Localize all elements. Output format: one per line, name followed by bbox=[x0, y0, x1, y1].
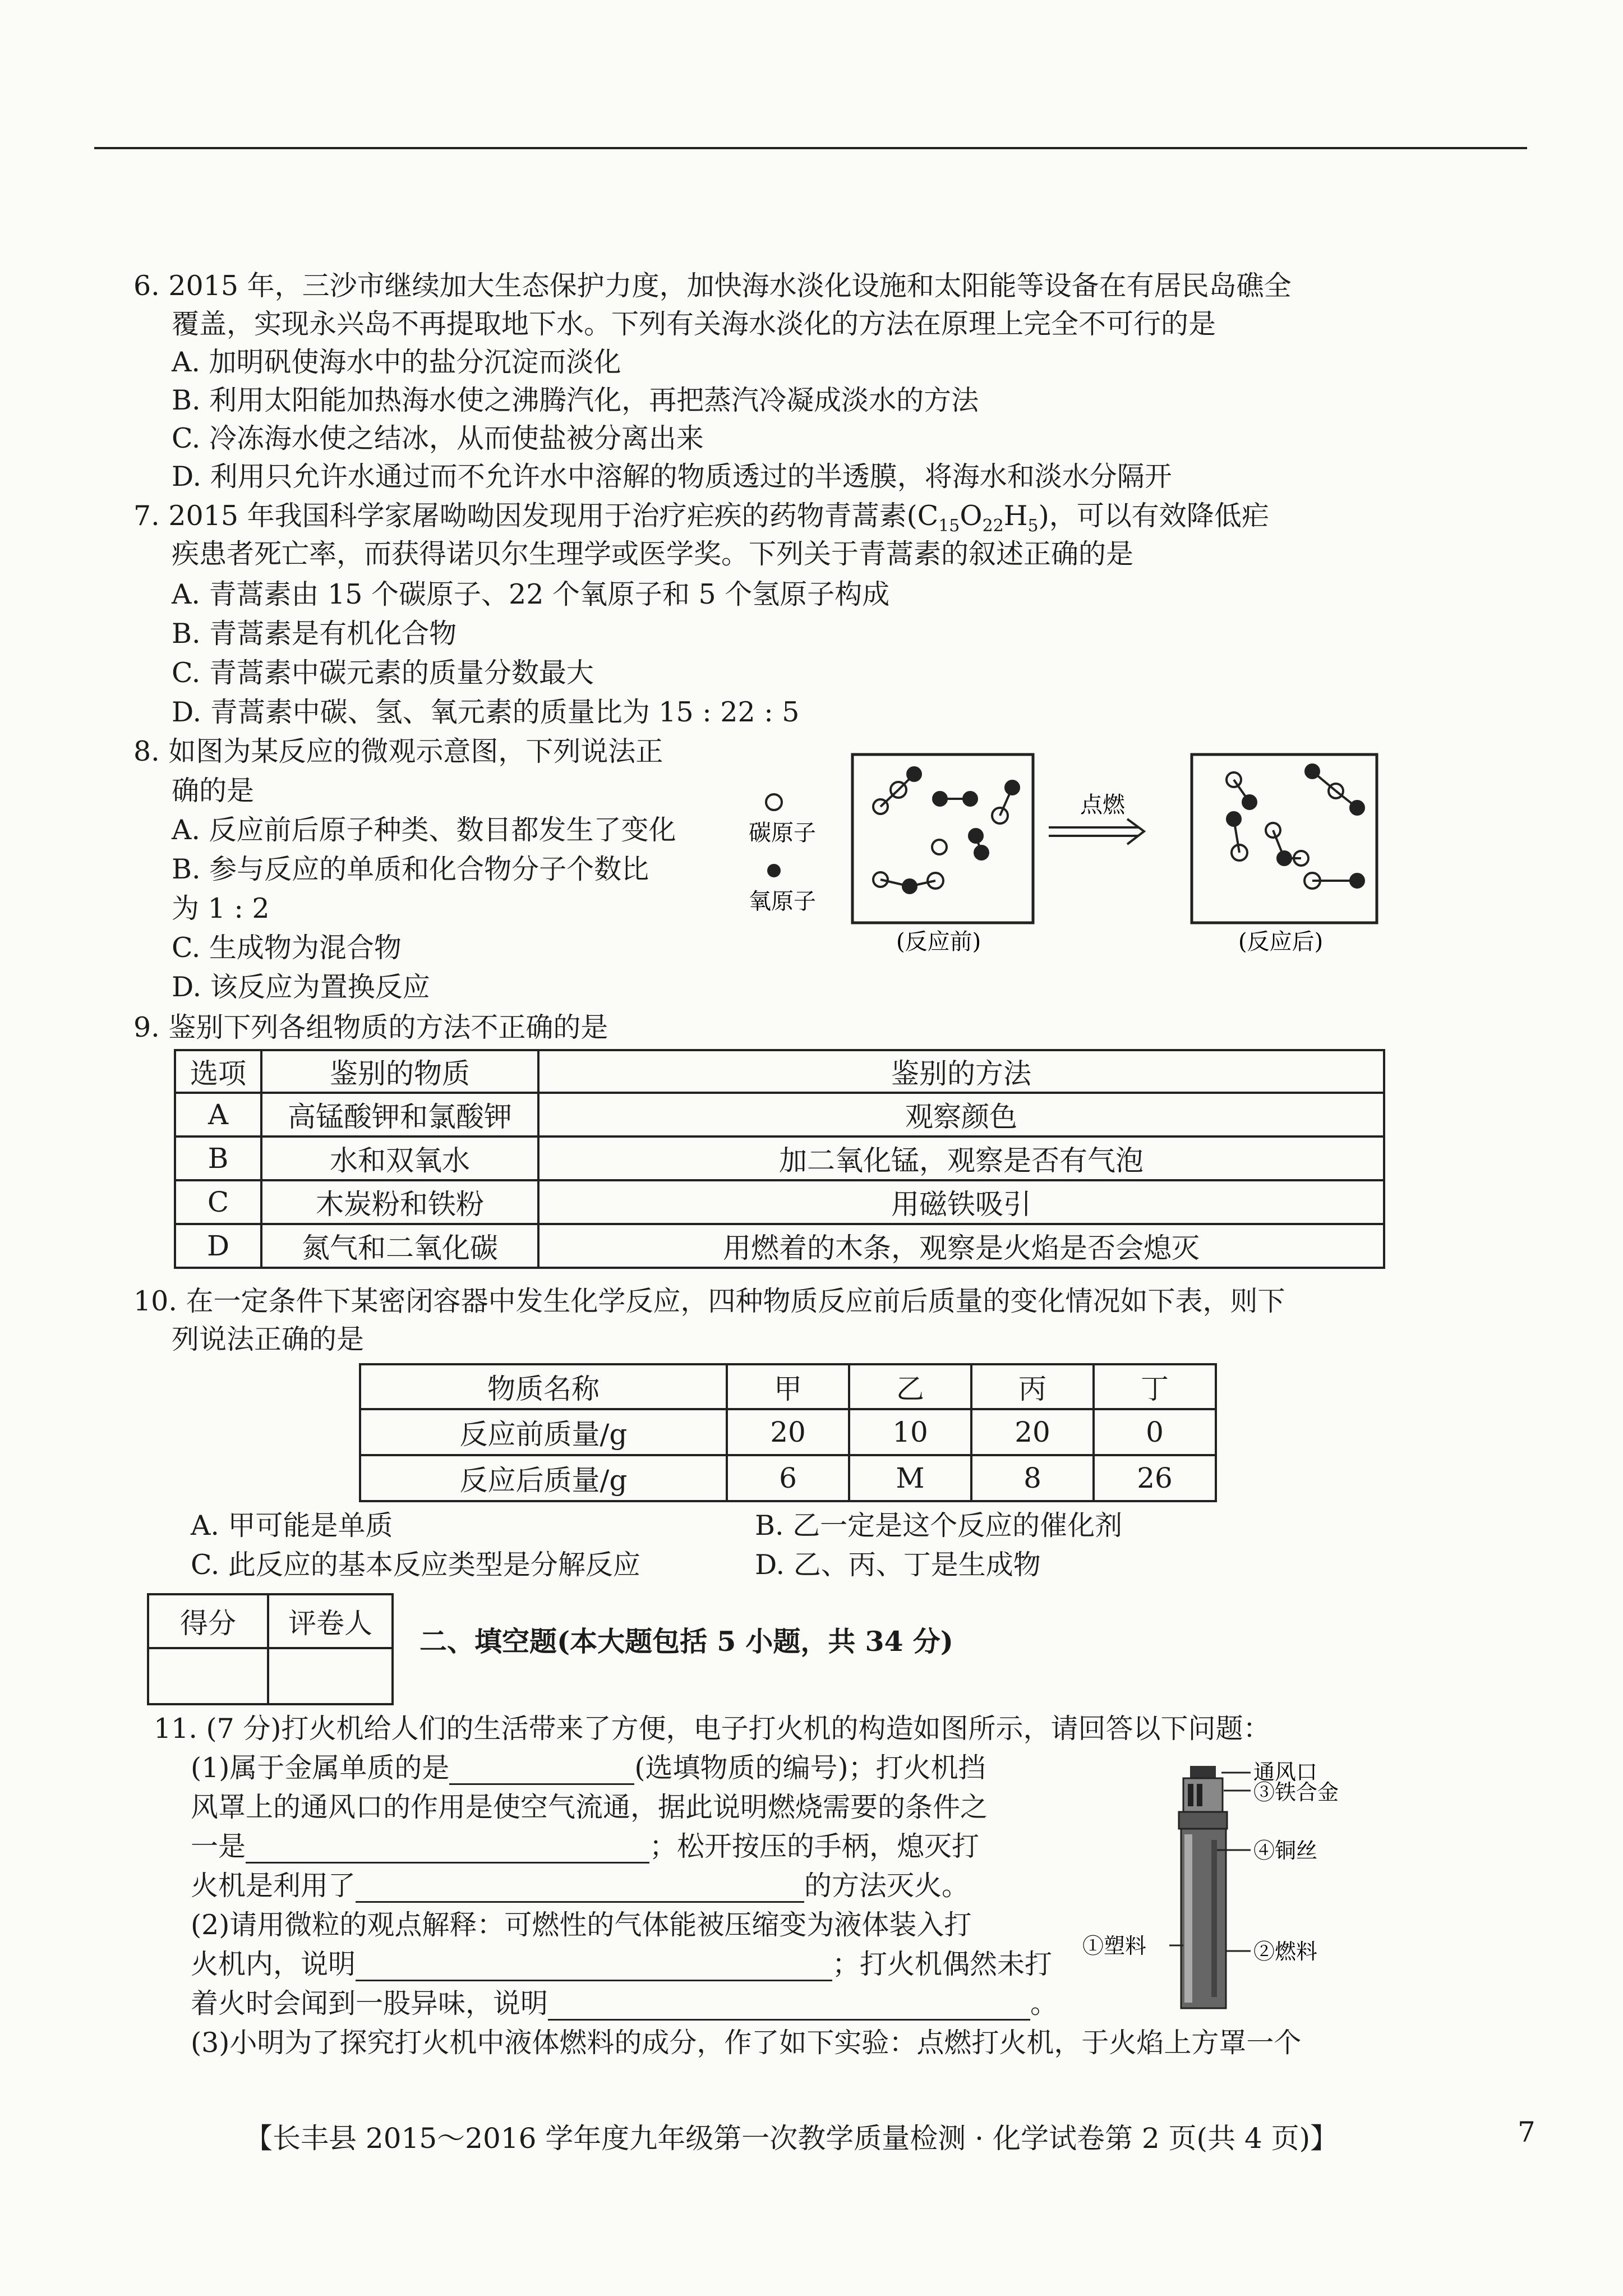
q10-option-d: D. 乙、丙、丁是生成物 bbox=[755, 1549, 1041, 1581]
q8-option-c: C. 生成物为混合物 bbox=[172, 932, 402, 964]
q6-option-b: B. 利用太阳能加热海水使之沸腾汽化，再把蒸汽冷凝成淡水的方法 bbox=[172, 384, 979, 416]
label-vent: 通风口 bbox=[1253, 1760, 1318, 1784]
answer-blank-4[interactable] bbox=[356, 1952, 832, 1981]
q8-stem-line2: 确的是 bbox=[172, 775, 255, 807]
formula-o: O bbox=[960, 500, 983, 532]
q9-header-option: 选项 bbox=[175, 1050, 261, 1093]
legend-oxygen-label: 氧原子 bbox=[749, 889, 816, 914]
table-row bbox=[175, 1093, 1384, 1137]
q11-p1d-text: 一是 bbox=[191, 1830, 246, 1862]
q10-cell: 6 bbox=[727, 1455, 849, 1501]
q6-option-a: A. 加明矾使海水中的盐分沉淀而淡化 bbox=[172, 346, 621, 378]
q11-part1-line1 bbox=[191, 1751, 986, 1785]
q7-option-d: D. 青蒿素中碳、氢、氧元素的质量比为 15 : 22 : 5 bbox=[172, 696, 800, 728]
q10-header: 物质名称 bbox=[360, 1364, 727, 1409]
q9-cell: 水和双氧水 bbox=[261, 1137, 538, 1180]
answer-blank-1[interactable] bbox=[449, 1755, 634, 1785]
q11-p1-text-tail: (选填物质的编号)；打火机挡 bbox=[634, 1752, 986, 1784]
legend-carbon-label: 碳原子 bbox=[749, 820, 816, 846]
q10-option-c: C. 此反应的基本反应类型是分解反应 bbox=[191, 1549, 640, 1581]
q10-cell: M bbox=[849, 1455, 971, 1501]
q7-option-c: C. 青蒿素中碳元素的质量分数最大 bbox=[172, 657, 594, 689]
formula-sub-c: 15 bbox=[938, 516, 960, 536]
lighter-diagram bbox=[1082, 1756, 1396, 2014]
carbon-atom-legend-icon bbox=[766, 794, 782, 810]
q10-table bbox=[359, 1363, 1217, 1502]
q9-cell: 氮气和二氧化碳 bbox=[261, 1224, 538, 1268]
page-number: 7 bbox=[1518, 2116, 1536, 2148]
q6-stem-line1: 6. 2015 年，三沙市继续加大生态保护力度，加快海水淡化设施和太阳能等设备在有居民岛礁全 bbox=[133, 270, 1292, 302]
label-iron-alloy: ③铁合金 bbox=[1253, 1780, 1339, 1805]
reaction-arrow-icon bbox=[1049, 819, 1144, 844]
q10-cell: 10 bbox=[849, 1409, 971, 1455]
q9-cell: A bbox=[175, 1093, 261, 1137]
q10-option-a: A. 甲可能是单质 bbox=[191, 1510, 393, 1542]
answer-blank-3[interactable] bbox=[356, 1873, 804, 1903]
q11-p1-text: (1)属于金属单质的是 bbox=[191, 1752, 450, 1784]
table-row bbox=[175, 1137, 1384, 1180]
q11-p1e-text: 火机是利用了 bbox=[191, 1870, 356, 1902]
footer-text: 【长丰县 2015～2016 学年度九年级第一次教学质量检测 · 化学试卷第 2 页(共 4 页)】 bbox=[245, 2122, 1339, 2155]
label-plastic: ①塑料 bbox=[1082, 1934, 1147, 1958]
q9-cell: 用磁铁吸引 bbox=[538, 1180, 1384, 1224]
before-box bbox=[852, 754, 1033, 923]
q8-option-d: D. 该反应为置换反应 bbox=[172, 971, 430, 1003]
grader-field[interactable] bbox=[268, 1648, 393, 1704]
q11-p2c-tail: 。 bbox=[1030, 1987, 1058, 2019]
q10-cell: 8 bbox=[971, 1455, 1094, 1501]
arrow-label: 点燃 bbox=[1080, 792, 1125, 818]
q11-p2b-tail: ；打火机偶然未打 bbox=[832, 1948, 1053, 1980]
q10-cell: 20 bbox=[971, 1409, 1094, 1455]
q10-header: 乙 bbox=[849, 1364, 971, 1409]
table-row bbox=[360, 1455, 1216, 1501]
before-label: (反应前) bbox=[896, 929, 981, 954]
q8-option-b-line2: 为 1 : 2 bbox=[172, 892, 270, 924]
table-row bbox=[175, 1180, 1384, 1224]
q10-header: 丙 bbox=[971, 1364, 1094, 1409]
q11-part1-line3 bbox=[191, 1830, 979, 1864]
after-molecules bbox=[1227, 765, 1364, 889]
q9-header-substances: 鉴别的物质 bbox=[261, 1050, 538, 1093]
q9-cell: 加二氧化锰，观察是否有气泡 bbox=[538, 1137, 1384, 1180]
q7-stem-tail: )，可以有效降低疟 bbox=[1038, 500, 1269, 532]
q10-option-b: B. 乙一定是这个反应的催化剂 bbox=[755, 1510, 1123, 1542]
q11-part2-line3 bbox=[191, 1987, 1058, 2021]
q9-cell: C bbox=[175, 1180, 261, 1224]
q9-cell: D bbox=[175, 1224, 261, 1268]
q10-cell: 20 bbox=[727, 1409, 849, 1455]
grader-label: 评卷人 bbox=[268, 1594, 393, 1648]
q11-p1e-tail: 的方法灭火。 bbox=[804, 1870, 970, 1902]
q11-part1-line4 bbox=[191, 1869, 969, 1903]
q11-p2b-text: 火机内，说明 bbox=[191, 1948, 356, 1980]
q7-stem-line1 bbox=[133, 499, 1269, 543]
label-fuel: ②燃料 bbox=[1253, 1939, 1318, 1964]
q8-stem-line1: 8. 如图为某反应的微观示意图，下列说法正 bbox=[133, 735, 663, 767]
q11-part3-line1: (3)小明为了探究打火机中液体燃料的成分，作了如下实验：点燃打火机，于火焰上方罩一个 bbox=[191, 2027, 1302, 2059]
q9-cell: 用燃着的木条，观察是火焰是否会熄灭 bbox=[538, 1224, 1384, 1268]
header-rule bbox=[94, 147, 1527, 149]
q10-stem-line1: 10. 在一定条件下某密闭容器中发生化学反应，四种物质反应前后质量的变化情况如下表，则下 bbox=[133, 1285, 1285, 1317]
table-row bbox=[360, 1409, 1216, 1455]
label-copper-wire: ④铜丝 bbox=[1253, 1838, 1318, 1863]
q8-option-a: A. 反应前后原子种类、数目都发生了变化 bbox=[172, 814, 676, 846]
score-box bbox=[147, 1593, 394, 1705]
section-2-title: 二、填空题(本大题包括 5 小题，共 34 分) bbox=[419, 1625, 953, 1658]
q7-stem-text: 7. 2015 年我国科学家屠呦呦因发现用于治疗疟疾的药物青蒿素(C bbox=[133, 500, 939, 532]
formula-sub-o: 22 bbox=[982, 516, 1004, 536]
after-box bbox=[1192, 754, 1377, 923]
q9-header-method: 鉴别的方法 bbox=[538, 1050, 1384, 1093]
q7-stem-line2: 疾患者死亡率，而获得诺贝尔生理学或医学奖。下列关于青蒿素的叙述正确的是 bbox=[172, 538, 1134, 570]
q8-option-b-line1: B. 参与反应的单质和化合物分子个数比 bbox=[172, 853, 649, 885]
after-label: (反应后) bbox=[1238, 929, 1324, 954]
q9-cell: B bbox=[175, 1137, 261, 1180]
formula-h: H bbox=[1003, 500, 1028, 532]
q11-part2-line2 bbox=[191, 1948, 1052, 1981]
q9-stem: 9. 鉴别下列各组物质的方法不正确的是 bbox=[133, 1011, 608, 1043]
q10-header: 丁 bbox=[1094, 1364, 1216, 1409]
answer-blank-5[interactable] bbox=[548, 1991, 1030, 2021]
oxygen-atom-legend-icon bbox=[767, 864, 781, 877]
q10-cell: 26 bbox=[1094, 1455, 1216, 1501]
q11-part1-line2: 风罩上的通风口的作用是使空气流通，据此说明燃烧需要的条件之 bbox=[191, 1791, 988, 1823]
q9-table bbox=[174, 1049, 1385, 1269]
q10-header: 甲 bbox=[727, 1364, 849, 1409]
before-molecules bbox=[873, 767, 1019, 893]
q10-cell: 0 bbox=[1094, 1409, 1216, 1455]
score-label: 得分 bbox=[148, 1594, 268, 1648]
q9-cell: 高锰酸钾和氯酸钾 bbox=[261, 1093, 538, 1137]
q6-stem-line2: 覆盖，实现永兴岛不再提取地下水。下列有关海水淡化的方法在原理上完全不可行的是 bbox=[172, 308, 1216, 340]
q9-cell: 木炭粉和铁粉 bbox=[261, 1180, 538, 1224]
q11-p2c-text: 着火时会闻到一股异味，说明 bbox=[191, 1987, 548, 2019]
q10-cell: 反应后质量/g bbox=[360, 1455, 727, 1501]
q9-cell: 观察颜色 bbox=[538, 1093, 1384, 1137]
formula-sub-h: 5 bbox=[1027, 516, 1039, 536]
q7-option-b: B. 青蒿素是有机化合物 bbox=[172, 618, 457, 650]
reaction-micro-diagram bbox=[746, 740, 1391, 954]
q6-option-c: C. 冷冻海水使之结冰，从而使盐被分离出来 bbox=[172, 422, 704, 454]
answer-blank-2[interactable] bbox=[246, 1834, 649, 1864]
lighter-icon bbox=[1179, 1766, 1227, 2008]
q10-cell: 反应前质量/g bbox=[360, 1409, 727, 1455]
q7-option-a: A. 青蒿素由 15 个碳原子、22 个氧原子和 5 个氢原子构成 bbox=[172, 578, 890, 610]
score-field[interactable] bbox=[148, 1648, 268, 1704]
table-row bbox=[175, 1224, 1384, 1268]
q11-p1d-tail: ；松开按压的手柄，熄灭打 bbox=[649, 1830, 980, 1862]
q11-stem: 11. (7 分)打火机给人们的生活带来了方便，电子打火机的构造如图所示，请回答以下问题： bbox=[154, 1713, 1271, 1745]
q10-stem-line2: 列说法正确的是 bbox=[172, 1323, 365, 1355]
q11-part2-line1: (2)请用微粒的观点解释：可燃性的气体能被压缩变为液体装入打 bbox=[191, 1909, 972, 1941]
q6-option-d: D. 利用只允许水通过而不允许水中溶解的物质透过的半透膜，将海水和淡水分隔开 bbox=[172, 461, 1172, 493]
